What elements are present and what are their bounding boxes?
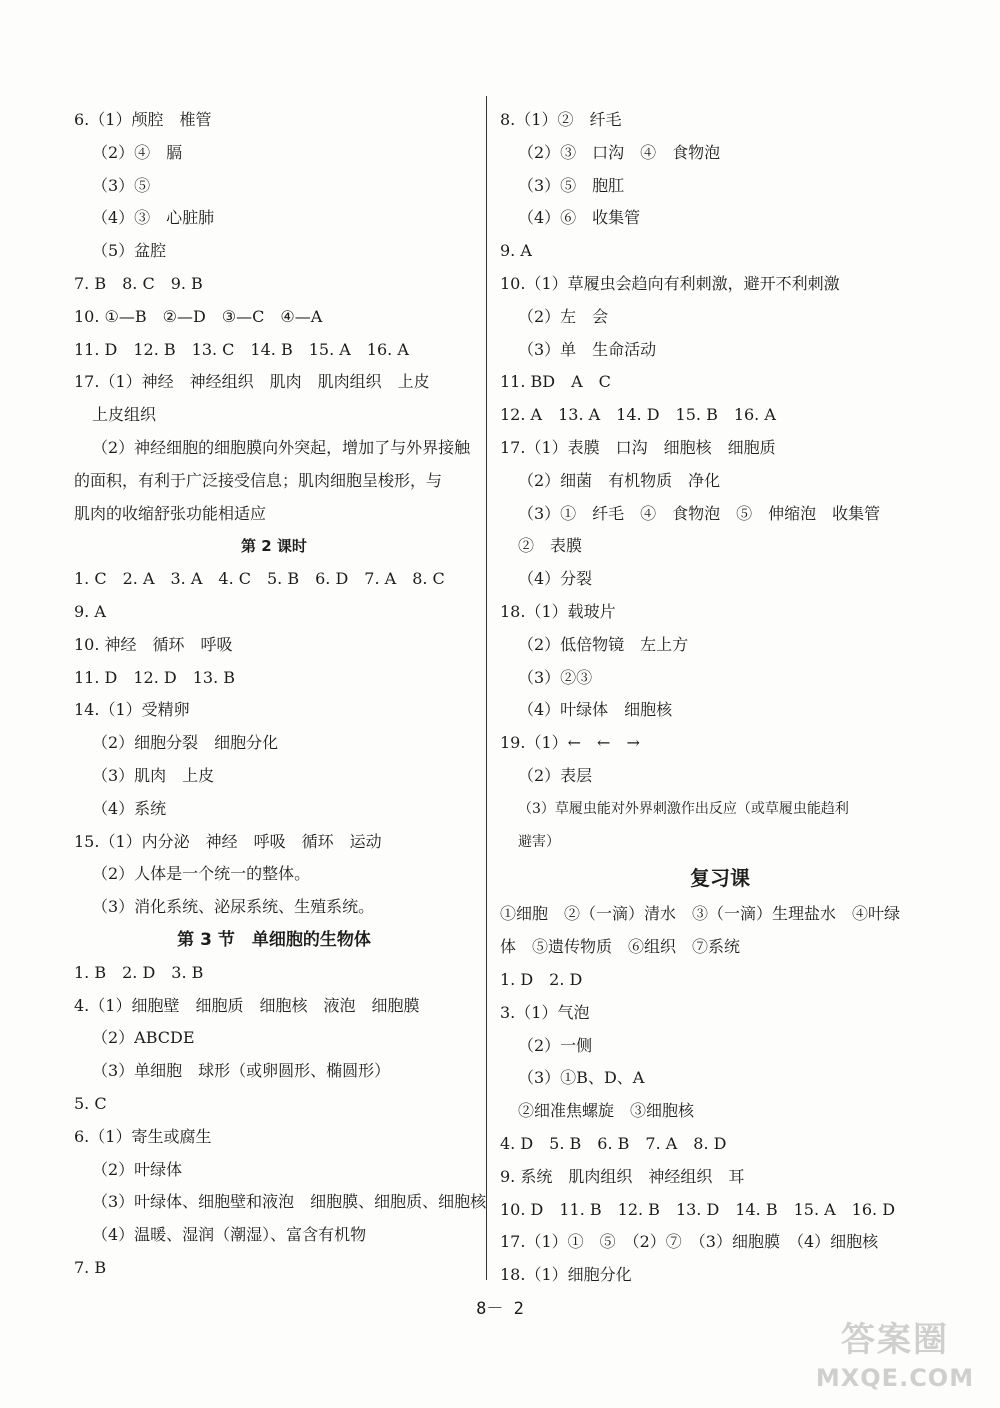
answer-line: （2）④ 膈 (92, 142, 183, 162)
answer-line: （3）⑤ 胞肛 (518, 175, 625, 195)
answer-line: 5. C (74, 1093, 107, 1113)
answer-line: 肌肉的收缩舒张功能相适应 (74, 503, 267, 523)
answer-line: （3）① 纤毛 ④ 食物泡 ⑤ 伸缩泡 收集管 (518, 503, 881, 523)
answer-line: 17.（1）表膜 口沟 细胞核 细胞质 (500, 437, 776, 457)
answer-line: 17.（1）① ⑤ （2）⑦ （3）细胞膜 （4）细胞核 (500, 1232, 879, 1252)
answer-line: （2）一侧 (518, 1035, 593, 1055)
answer-line: （3）①B、D、A (518, 1068, 645, 1088)
answer-line: 7. B (74, 1257, 107, 1277)
answer-column-right (500, 104, 940, 1292)
answer-line: （4）系统 (92, 798, 167, 818)
answer-line: （2）ABCDE (92, 1028, 195, 1048)
answer-line: （3）单 生命活动 (518, 339, 657, 359)
answer-line: （2）③ 口沟 ④ 食物泡 (518, 142, 721, 162)
answer-line: （2）细菌 有机物质 净化 (518, 470, 721, 490)
answer-line: （2）低倍物镜 左上方 (518, 634, 689, 654)
answer-line: ② 表膜 (518, 536, 583, 556)
answer-line: 15.（1）内分泌 神经 呼吸 循环 运动 (74, 831, 382, 851)
answer-line: 17.（1）神经 神经组织 肌肉 肌肉组织 上皮 (74, 372, 430, 392)
section-heading: 复习课 (690, 866, 750, 891)
answer-line: 3.（1）气泡 (500, 1002, 590, 1022)
section-heading: 第 3 节 单细胞的生物体 (177, 929, 371, 950)
answer-line: （3）草履虫能对外界刺激作出反应（或草履虫能趋利 (518, 800, 849, 817)
answer-line: 体 ⑤遗传物质 ⑥组织 ⑦系统 (500, 937, 741, 957)
answer-line: （4）温暖、湿润（潮湿）、富含有机物 (92, 1225, 367, 1245)
answer-line: （4）叶绿体 细胞核 (518, 700, 673, 720)
answer-line: 4. D 5. B 6. B 7. A 8. D (500, 1133, 727, 1153)
answer-line: 上皮组织 (92, 405, 157, 425)
answer-line: 11. D 12. D 13. B (74, 667, 236, 687)
answer-line: ②细准焦螺旋 ③细胞核 (518, 1101, 695, 1121)
answer-line: 避害） (518, 833, 560, 850)
answer-line: （3）叶绿体、细胞壁和液泡 细胞膜、细胞质、细胞核 (92, 1192, 487, 1212)
answer-line: 1. D 2. D (500, 969, 583, 989)
answer-line: 6.（1）寄生或腐生 (74, 1126, 212, 1146)
answer-line: （2）细胞分裂 细胞分化 (92, 733, 279, 753)
answer-line: 12. A 13. A 14. D 15. B 16. A (500, 405, 776, 425)
answer-line: 10. 神经 循环 呼吸 (74, 634, 233, 654)
answer-line: （3）消化系统、泌尿系统、生殖系统。 (92, 897, 375, 917)
answer-line: 4.（1）细胞壁 细胞质 细胞核 液泡 细胞膜 (74, 995, 420, 1015)
answer-line: （4）⑥ 收集管 (518, 208, 641, 228)
answer-line: 14.（1）受精卵 (74, 700, 190, 720)
answer-line: 6.（1）颅腔 椎管 (74, 110, 212, 129)
answer-line: （2）表层 (518, 765, 593, 785)
answer-line: （3）②③ (518, 667, 593, 687)
answer-line: 9. A (500, 241, 532, 261)
page-number: 8－ 2 (476, 1299, 524, 1319)
answer-line: 10.（1）草履虫会趋向有利刺激，避开不利刺激 (500, 273, 840, 293)
answer-line: 1. B 2. D 3. B (74, 962, 204, 982)
answer-line: 10. ①—B ②—D ③—C ④—A (74, 306, 323, 326)
answer-line: （3）⑤ (92, 175, 151, 195)
watermark-logo (800, 1318, 990, 1404)
answer-line: 19.（1）← ← → (500, 733, 640, 753)
answer-line: （5）盆腔 (92, 241, 167, 261)
answer-line: 1. C 2. A 3. A 4. C 5. B 6. D 7. A 8. C (74, 569, 445, 589)
answer-line: 11. BD A C (500, 372, 611, 392)
answer-line: （2）左 会 (518, 306, 609, 326)
section-heading: 第 2 课时 (241, 537, 307, 556)
watermark-url: MXQE.COM (815, 1364, 975, 1392)
column-divider (486, 96, 487, 1280)
answer-line: （2）叶绿体 (92, 1159, 183, 1179)
answer-line: 10. D 11. B 12. B 13. D 14. B 15. A 16. D (500, 1199, 896, 1219)
watermark-text: 答案圈 (841, 1320, 949, 1360)
answer-line: （3）肌肉 上皮 (92, 765, 215, 785)
answer-line: 8.（1）② 纤毛 (500, 110, 622, 129)
answer-line: 7. B 8. C 9. B (74, 273, 203, 293)
answer-line: （2）神经细胞的细胞膜向外突起，增加了与外界接触 (92, 437, 471, 457)
answer-line: ①细胞 ②（一滴）清水 ③（一滴）生理盐水 ④叶绿 (500, 904, 901, 924)
answer-line: （4）分裂 (518, 569, 593, 589)
answer-line: 18.（1）载玻片 (500, 601, 616, 621)
answer-column-left (74, 104, 487, 1285)
answer-line: （2）人体是一个统一的整体。 (92, 864, 311, 884)
answer-line: 11. D 12. B 13. C 14. B 15. A 16. A (74, 339, 409, 359)
answer-line: 9. 系统 肌肉组织 神经组织 耳 (500, 1166, 745, 1186)
answer-line: （3）单细胞 球形（或卵圆形、椭圆形） (92, 1061, 391, 1081)
answer-line: 18.（1）细胞分化 (500, 1265, 632, 1285)
answer-line: 9. A (74, 601, 106, 621)
answer-line: （4）③ 心脏肺 (92, 208, 215, 228)
answer-line: 的面积，有利于广泛接受信息；肌肉细胞呈梭形，与 (74, 470, 443, 490)
